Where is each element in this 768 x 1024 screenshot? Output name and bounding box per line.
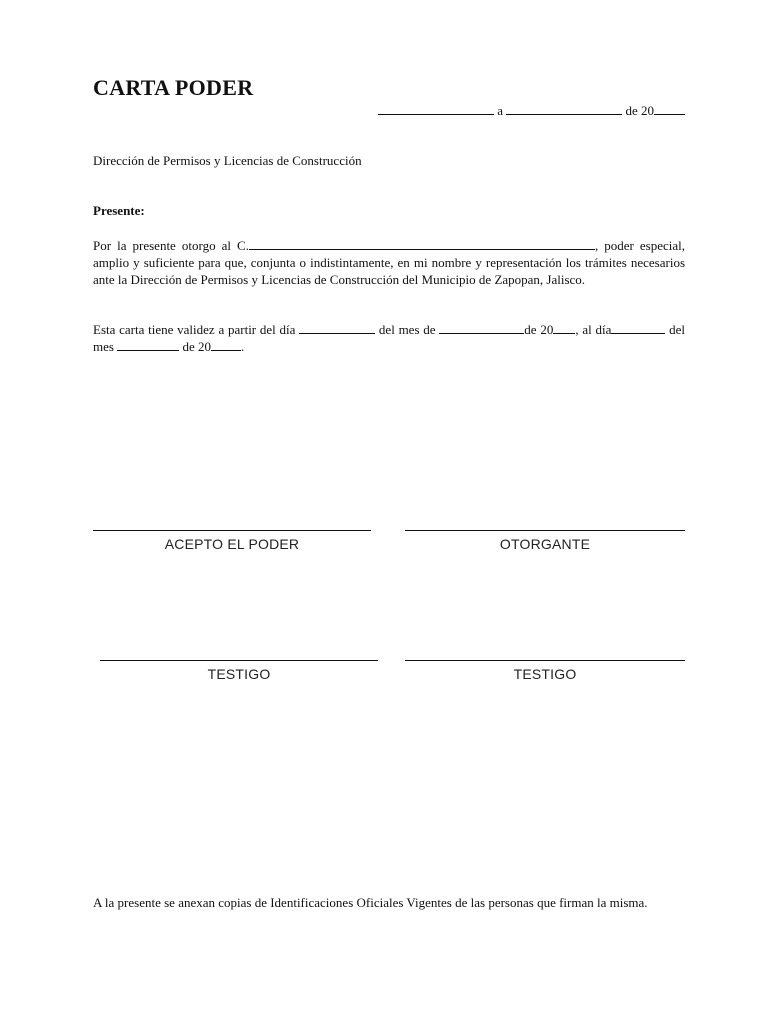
signature-label-testigo-right: TESTIGO	[513, 666, 577, 682]
date-de-text: de 20	[622, 103, 654, 118]
validity-paragraph	[93, 321, 685, 355]
day-month-blank[interactable]	[506, 103, 622, 115]
signature-line-testigo-left[interactable]	[100, 660, 378, 661]
date-a-text: a	[493, 103, 507, 118]
salutation: Presente:	[93, 203, 145, 218]
signature-testigo-left	[100, 660, 378, 682]
signature-label-testigo-left: TESTIGO	[207, 666, 271, 682]
validity-text-5: del mes	[93, 322, 685, 354]
grant-paragraph	[93, 237, 685, 288]
start-year-blank[interactable]	[553, 322, 575, 334]
footer-note: A la presente se anexan copias de Identificaciones Oficiales Vigentes de las personas que firman la misma.	[93, 895, 648, 910]
validity-text-2: del mes de	[375, 322, 440, 337]
addressee: Dirección de Permisos y Licencias de Construcción	[93, 153, 362, 168]
signature-testigo-right	[405, 660, 685, 682]
signature-acepto	[93, 530, 371, 552]
place-blank[interactable]	[378, 103, 494, 115]
attorney-name-blank[interactable]	[249, 238, 595, 250]
grant-text-end: , poder especial, amplio y suficiente para que, conjunta o indistintamente, en mi nombre y representación los trámites necesarios ante la Dirección de Permisos y Licencias de Construcción del Municipio de Zapopan, Jalisco.	[93, 238, 685, 287]
validity-text-4: , al día	[575, 322, 612, 337]
end-month-blank[interactable]	[117, 339, 179, 351]
year-blank[interactable]	[654, 103, 685, 115]
start-day-blank[interactable]	[299, 322, 375, 334]
validity-text-1: Esta carta tiene validez a partir del día	[93, 322, 300, 337]
end-day-blank[interactable]	[611, 322, 665, 334]
validity-text-3: de 20	[524, 322, 554, 337]
validity-text-6: de 20	[179, 339, 211, 354]
grant-text-start: Por la presente otorgo al C.	[93, 238, 249, 253]
signature-otorgante	[405, 530, 685, 552]
validity-text-7: .	[240, 339, 245, 354]
signature-label-otorgante: OTORGANTE	[499, 536, 591, 552]
date-line	[378, 103, 685, 119]
signature-line-testigo-right[interactable]	[405, 660, 685, 661]
start-month-blank[interactable]	[439, 322, 524, 334]
signature-label-acepto: ACEPTO EL PODER	[164, 536, 300, 552]
signature-line-acepto[interactable]	[93, 530, 371, 531]
document-title: CARTA PODER	[93, 75, 254, 100]
end-year-blank[interactable]	[211, 339, 241, 351]
signature-line-otorgante[interactable]	[405, 530, 685, 531]
